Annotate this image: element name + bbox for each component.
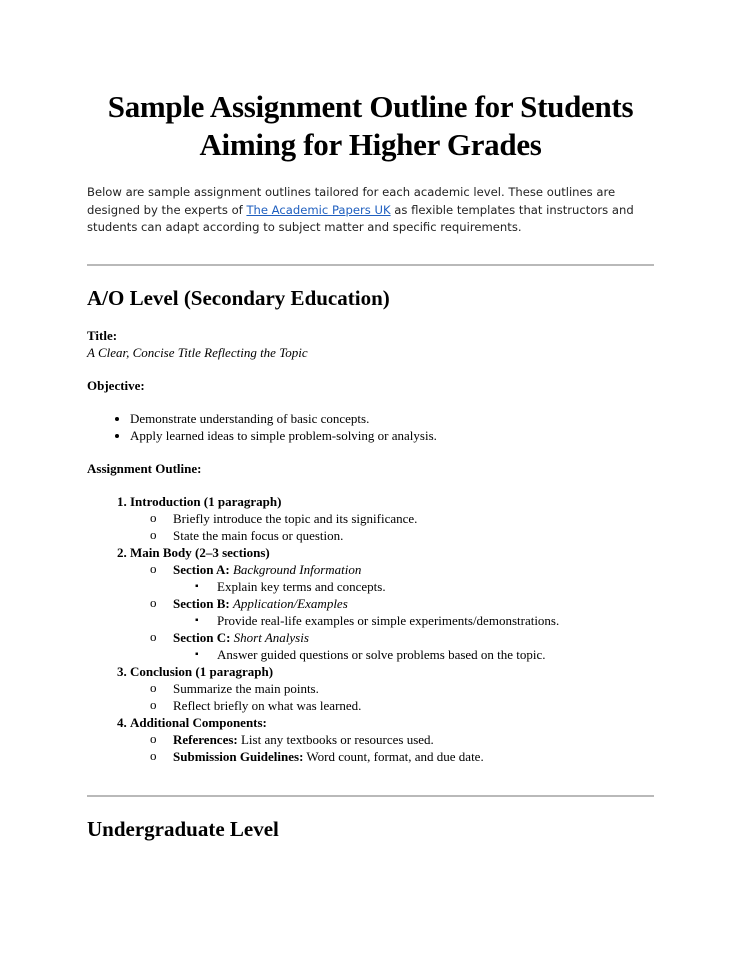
list-item: o Summarize the main points. xyxy=(173,680,654,697)
sub-list xyxy=(130,561,654,663)
section-b-title: Application/Examples xyxy=(232,595,348,611)
section-a-title: Background Information xyxy=(232,561,362,577)
section-c-title: Short Analysis xyxy=(233,629,309,645)
outline-item-conclusion xyxy=(130,663,654,714)
list-item: • Apply learned ideas to simple problem-solving or analysis. xyxy=(130,427,654,444)
section-divider xyxy=(87,795,654,797)
assignment-outline-list xyxy=(87,493,654,765)
outline-item-main-body xyxy=(130,544,654,663)
section-b-label: Section B: xyxy=(173,595,230,611)
list-item: o Reflect briefly on what was learned. xyxy=(173,697,654,714)
section-heading-undergraduate: Undergraduate Level xyxy=(87,816,279,841)
academic-papers-link[interactable]: The Academic Papers UK xyxy=(246,202,391,217)
sub-list xyxy=(130,731,654,765)
list-item-references xyxy=(173,731,654,748)
outline-item-additional xyxy=(130,714,654,765)
submission-text: Word count, format, and due date. xyxy=(303,748,484,764)
outline-item-label: Main Body (2–3 sections) xyxy=(130,544,270,560)
list-item: o State the main focus or question. xyxy=(173,527,654,544)
list-item-section-a xyxy=(173,561,654,595)
section-heading-ao-level: A/O Level (Secondary Education) xyxy=(87,285,390,310)
objective-list xyxy=(87,410,654,444)
objective-label: Objective: xyxy=(87,377,145,393)
intro-text-before: Below are sample assignment outlines tailored for each academic level. These outlines are designed by the experts of xyxy=(87,185,616,217)
references-text: List any textbooks or resources used. xyxy=(237,731,434,747)
sub-list xyxy=(130,680,654,714)
list-item-submission xyxy=(173,748,654,765)
outline-item-label: Introduction (1 paragraph) xyxy=(130,493,282,509)
outline-item-label: Additional Components: xyxy=(130,714,267,730)
list-item: o Briefly introduce the topic and its significance. xyxy=(173,510,654,527)
references-label: References: xyxy=(173,731,238,747)
list-item: ▪ Explain key terms and concepts. xyxy=(217,578,654,595)
outline-item-label: Conclusion (1 paragraph) xyxy=(130,663,274,679)
list-item-section-b xyxy=(173,595,654,629)
list-item: ▪ Provide real-life examples or simple experiments/demonstrations. xyxy=(217,612,654,629)
section-divider xyxy=(87,264,654,266)
list-item-section-c xyxy=(173,629,654,663)
submission-label: Submission Guidelines: xyxy=(173,748,304,764)
outline-item-introduction xyxy=(130,493,654,544)
title-label: Title: xyxy=(87,327,118,343)
list-item: ▪ Answer guided questions or solve problems based on the topic. xyxy=(217,646,654,663)
section-c-label: Section C: xyxy=(173,629,231,645)
sub-sub-list xyxy=(173,612,654,629)
list-item: • Demonstrate understanding of basic concepts. xyxy=(130,410,654,427)
sub-sub-list xyxy=(173,578,654,595)
section-a-label: Section A: xyxy=(173,561,230,577)
intro-paragraph xyxy=(87,184,654,237)
sub-list xyxy=(130,510,654,544)
sub-sub-list xyxy=(173,646,654,663)
assignment-outline-label: Assignment Outline: xyxy=(87,460,202,476)
intro-text-after: as flexible templates that instructors and students can adapt according to subject matter and specific requirements. xyxy=(87,202,634,234)
title-value: A Clear, Concise Title Reflecting the Topic xyxy=(87,344,308,360)
document-title: Sample Assignment Outline for Students Aiming for Higher Grades xyxy=(107,89,634,162)
